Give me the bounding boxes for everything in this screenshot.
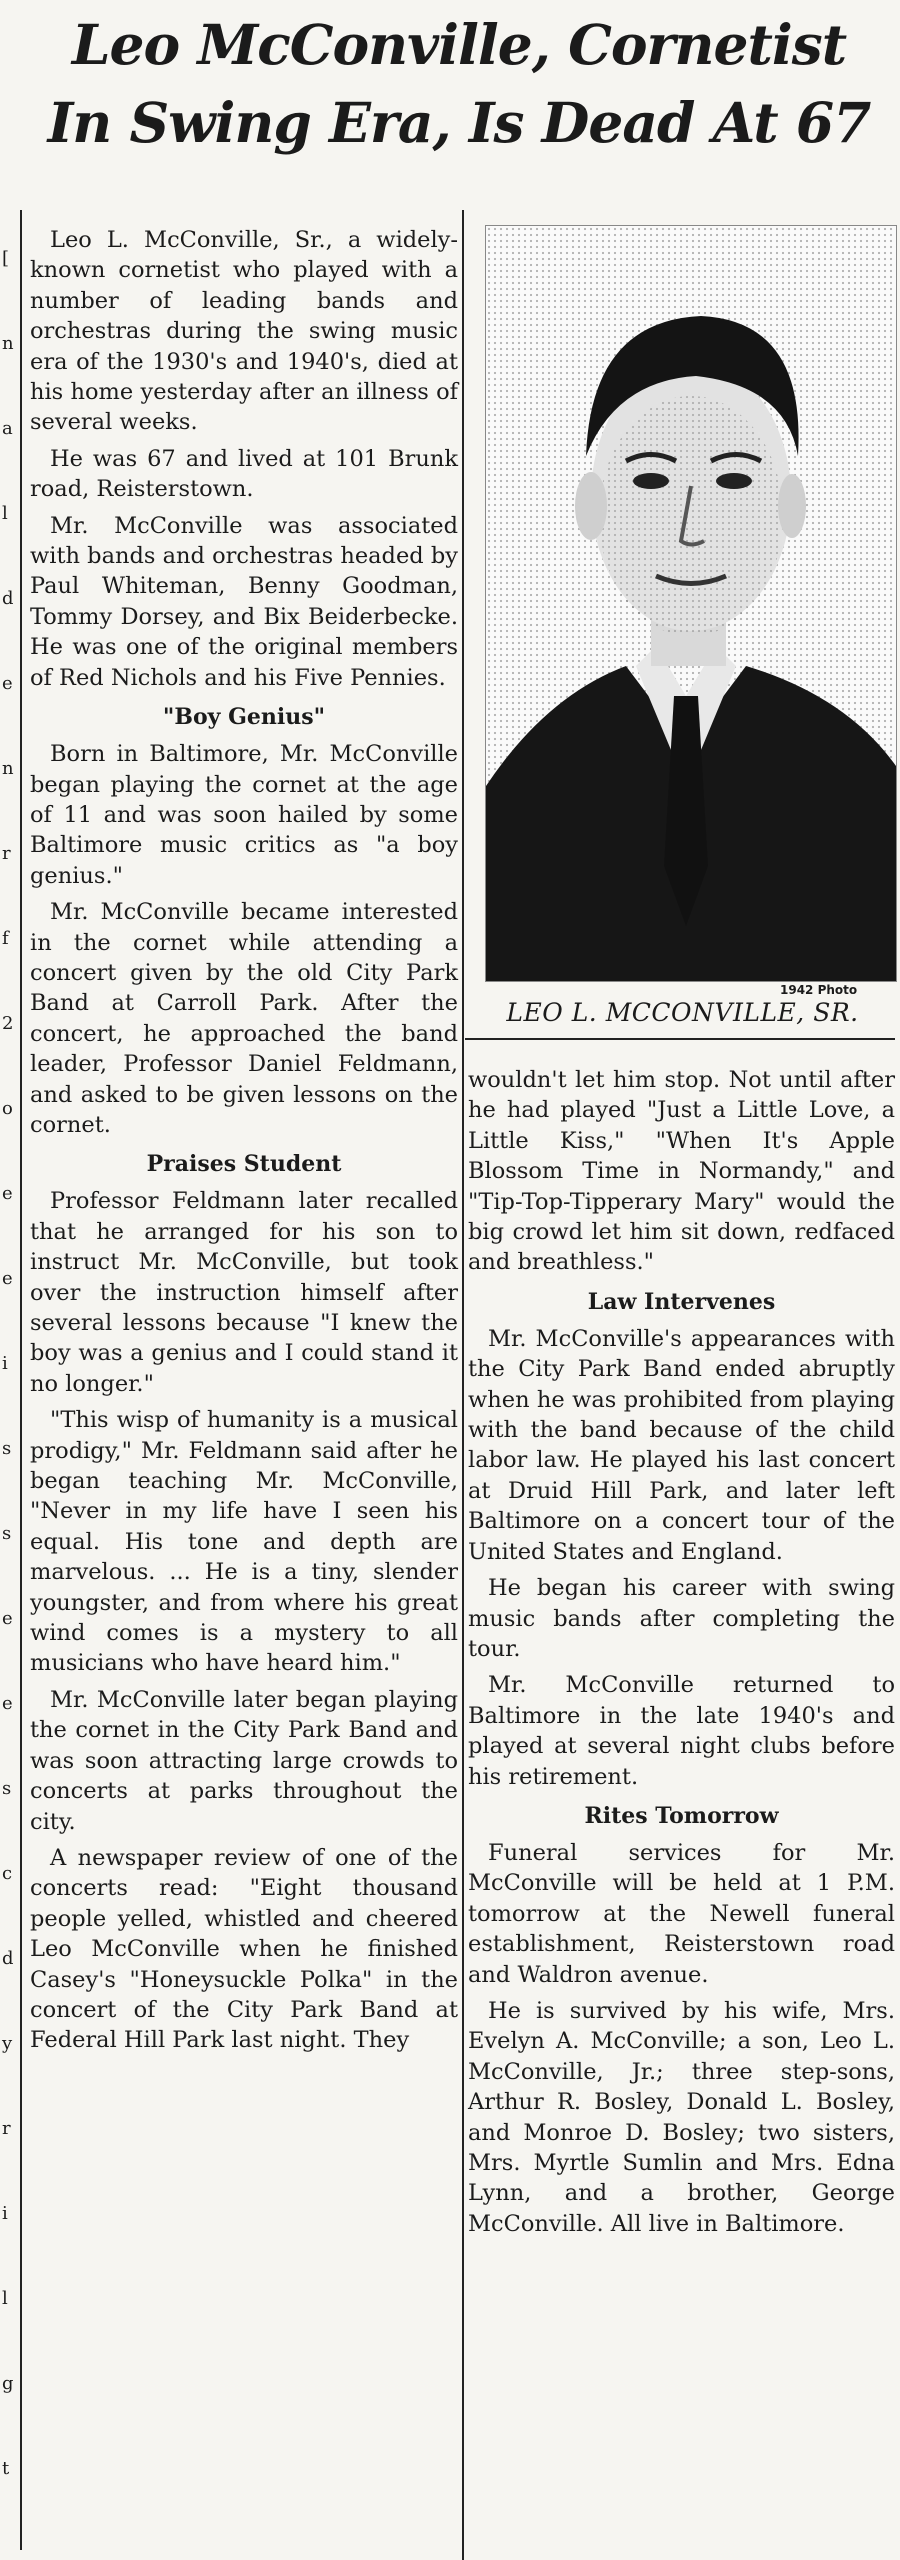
portrait-photo bbox=[485, 225, 897, 982]
strip-fragment: r bbox=[2, 843, 11, 864]
strip-fragment: y bbox=[2, 2033, 13, 2054]
paragraph-funeral: Funeral services for Mr. McConville will be held at 1 P.M. tomorrow at the Newell funeral establishment, Reisterstown road and Waldron avenue. bbox=[468, 1839, 895, 1988]
article-column-left bbox=[30, 225, 458, 2062]
strip-fragment: s bbox=[2, 1438, 12, 1459]
strip-fragment: n bbox=[2, 333, 14, 354]
article-column-right bbox=[468, 1065, 895, 2245]
strip-fragment: s bbox=[2, 1523, 12, 1544]
paragraph-born: Born in Baltimore, Mr. McConville began playing the cornet at the age of 11 and was soon hailed by some Baltimore music critics as "a boy genius." bbox=[30, 741, 458, 889]
headline-line-1: Leo McConville, Cornetist bbox=[71, 12, 847, 77]
strip-fragment: i bbox=[2, 2203, 8, 2224]
paragraph-retirement: Mr. McConville returned to Baltimore in the late 1940's and played at several night clubs before his retirement. bbox=[468, 1672, 895, 1790]
paragraph-review-continued: wouldn't let him stop. Not until after he had played "Just a Little Love, a Little Kiss," "When It's Apple Blossom Time in Normandy," and "Tip-Top-Tipperary Mary" would the big crowd let him sit down, redfaced and breathless." bbox=[468, 1067, 895, 1276]
subhead-boy-genius: "Boy Genius" bbox=[162, 704, 326, 731]
paragraph-bands: Mr. McConville was associated with bands and orchestras headed by Paul Whiteman, Benny Goodman, Tommy Dorsey, and Bix Beiderbecke. He was one of the original members of Red Nichols and his Five Pennies. bbox=[30, 512, 458, 691]
adjacent-column-strip bbox=[0, 210, 22, 2550]
strip-fragment: d bbox=[2, 1948, 14, 1969]
strip-fragment: 2 bbox=[2, 1013, 14, 1034]
portrait-image bbox=[486, 226, 896, 981]
photo-caption: LEO L. MCCONVILLE, SR. bbox=[506, 998, 859, 1027]
strip-fragment: e bbox=[2, 1608, 13, 1629]
strip-fragment: e bbox=[2, 1268, 13, 1289]
strip-fragment: f bbox=[2, 928, 9, 949]
paragraph-survivors: He is survived by his wife, Mrs. Evelyn A. McConville; a son, Leo L. McConville, Jr.; three step-sons, Arthur R. Bosley, Donald L. Bosley, and Monroe D. Bosley; two sisters, Mrs. Myrtle Sumlin and Mrs. Edna Lynn, and a brother, George McConville. All live in Baltimore. bbox=[468, 1997, 895, 2237]
caption-divider bbox=[465, 1038, 895, 1040]
paragraph-review: A newspaper review of one of the concerts read: "Eight thousand people yelled, whistled and cheered Leo McConville when he finished Casey's "Honeysuckle Polka" in the concert of the City Park Band at Federal Hill Park last night. They bbox=[30, 1844, 458, 2054]
paragraph-residence: He was 67 and lived at 101 Brunk road, Reisterstown. bbox=[30, 445, 458, 503]
strip-fragment: [ bbox=[2, 248, 10, 269]
photo-credit: 1942 Photo bbox=[780, 983, 858, 997]
strip-fragment: t bbox=[2, 2458, 10, 2479]
paragraph-prodigy-quote: "This wisp of humanity is a musical prodigy," Mr. Feldmann said after he began teaching Mr. McConville, "Never in my life have I seen his equal. His tone and depth are marvelous. ... He is a tiny, slender youngster, and from where his great wind comes is a mystery to all musicians who have heard him." bbox=[30, 1407, 458, 1677]
subhead-praises-student: Praises Student bbox=[146, 1151, 342, 1178]
strip-fragment: i bbox=[2, 1353, 8, 1374]
strip-fragment: l bbox=[2, 2288, 8, 2309]
strip-fragment: e bbox=[2, 1183, 13, 1204]
strip-fragment: e bbox=[2, 673, 13, 694]
strip-fragment: d bbox=[2, 588, 14, 609]
strip-fragment: l bbox=[2, 503, 8, 524]
strip-fragment: c bbox=[2, 1863, 13, 1884]
strip-fragment: g bbox=[2, 2373, 14, 2394]
strip-fragment: r bbox=[2, 2118, 11, 2139]
paragraph-child-labor: Mr. McConville's appearances with the City Park Band ended abruptly when he was prohibited from playing with the band because of the child labor law. He played his last concert at Druid Hill Park, and later left Baltimore on a concert tour of the United States and England. bbox=[468, 1325, 895, 1565]
subhead-law-intervenes: Law Intervenes bbox=[587, 1288, 776, 1315]
strip-fragment: a bbox=[2, 418, 13, 439]
headline bbox=[24, 6, 894, 162]
strip-fragment: e bbox=[2, 1693, 13, 1714]
subhead-rites-tomorrow: Rites Tomorrow bbox=[584, 1802, 779, 1829]
strip-fragment: s bbox=[2, 1778, 12, 1799]
paragraph-swing-career: He began his career with swing music bands after completing the tour. bbox=[468, 1575, 895, 1662]
paragraph-intro: Leo L. McConville, Sr., a widely-known cornetist who played with a number of leading bands and orchestras during the swing music era of the 1930's and 1940's, died at his home yesterday after an illness of several weeks. bbox=[30, 227, 458, 436]
strip-fragment: o bbox=[2, 1098, 13, 1119]
paragraph-interest: Mr. McConville became interested in the cornet while attending a concert given by the old City Park Band at Carroll Park. After the concert, he approached the band leader, Professor Daniel Feldmann, and asked to be given lessons on the cornet. bbox=[30, 899, 458, 1138]
column-divider bbox=[462, 210, 464, 2560]
paragraph-feldmann: Professor Feldmann later recalled that he arranged for his son to instruct Mr. McConville, but took over the instruction himself after several lessons because "I knew the boy was a genius and I could stand it no longer." bbox=[30, 1188, 458, 1397]
strip-fragment: n bbox=[2, 758, 14, 779]
headline-line-2: In Swing Era, Is Dead At 67 bbox=[47, 90, 871, 155]
paragraph-city-park-band: Mr. McConville later began playing the cornet in the City Park Band and was soon attracting large crowds to concerts at parks throughout the city. bbox=[30, 1686, 458, 1835]
